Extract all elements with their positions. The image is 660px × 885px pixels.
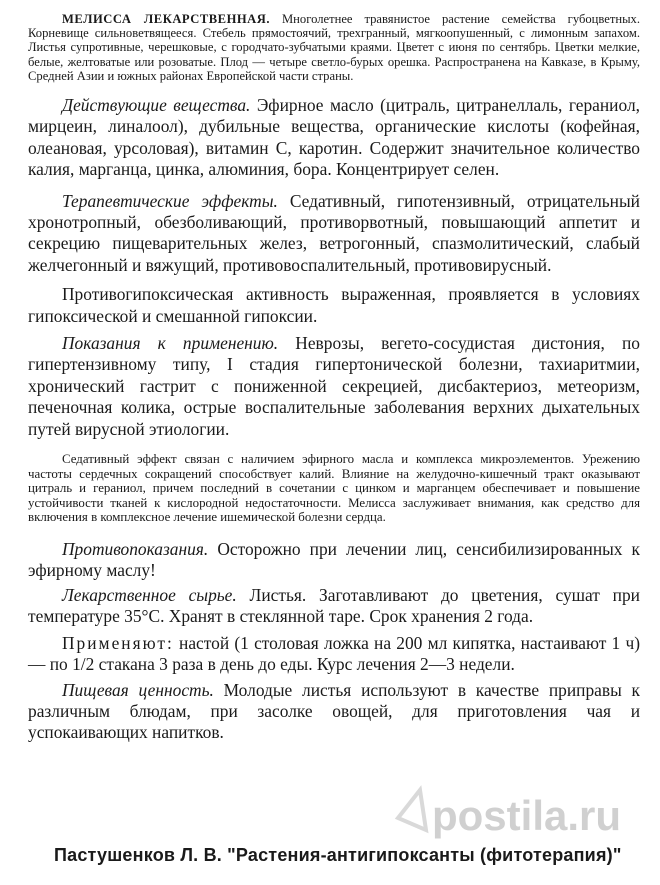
- usage-text: настой (1 столовая ложка на 200 мл кипятка, настаивают 1 ч) — по 1/2 стакана 3 раза в день до еды. Курс лечения 2—3 недели.: [28, 632, 640, 675]
- document-page: [28, 12, 640, 744]
- contraindications-paragraph: [28, 539, 640, 582]
- plant-title: МЕЛИССА ЛЕКАРСТВЕННАЯ.: [62, 12, 271, 26]
- food-value-heading: Пищевая ценность.: [62, 679, 214, 700]
- therapeutic-effects-paragraph: [28, 191, 640, 277]
- active-substances-paragraph: [28, 95, 640, 181]
- source-citation: Пастушенков Л. В. "Растения-антигипоксанты (фитотерапия)": [54, 845, 622, 865]
- active-substances-heading: Действующие вещества.: [62, 95, 251, 116]
- indications-paragraph: [28, 333, 640, 440]
- active-substances-text: Эфирное масло (цитраль, цитранеллаль, гераниол, мирцеин, линалоол), дубильные вещества, органические кислоты (кофейная, олеановая, урсоловая), витамин С, каротин. Содержит значительное количество калия, марганца, цинка, алюминия, бора. Концентрирует селен.: [28, 95, 640, 180]
- intro-text: Многолетнее травянистое растение семейства губоцветных. Корневище сильноветвящееся. Стебель прямостоячий, трехгранный, мягкоопушенный, с лимонным запахом. Листья супротивные, черешковые, с городчато-зубчатыми краями. Цветет с июня по сентябрь. Цветки мелкие, белые, желтоватые или розоватые. Плод — четыре светло-бурых орешка. Распространена на Кавказе, в Крыму, Средней Азии и южных районах Европейской части страны.: [28, 12, 641, 83]
- food-value-paragraph: [28, 680, 640, 744]
- raw-material-text: Листья. Заготавливают до цветения, сушат при температуре 35°С. Хранят в стеклянной таре. Срок хранения 2 года.: [28, 584, 640, 627]
- mechanism-note-text: Седативный эффект связан с наличием эфирного масла и комплекса микроэлементов. Урежению частоты сердечных сокращений способствует калий. Влияние на желудочно-кишечный тракт оказывают цитраль и гераниол, причем последний в сочетании с цинком и марганцем обеспечивает и повышение устойчивости тканей к кислородной недостаточности. Мелисса заслуживает внимания, как средство для включения в комплексное лечение ишемической болезни сердца.: [28, 452, 640, 525]
- watermark-pen-icon: [398, 790, 426, 830]
- indications-heading: Показания к применению.: [62, 333, 279, 354]
- mechanism-note-paragraph: [28, 452, 640, 525]
- raw-material-paragraph: [28, 585, 640, 628]
- watermark-text: postila.ru: [432, 792, 622, 839]
- therapeutic-effects-heading: Терапевтические эффекты.: [62, 190, 278, 211]
- usage-heading: Применяют:: [62, 632, 174, 653]
- watermark-logo: [392, 778, 644, 850]
- antihypoxic-text: Противогипоксическая активность выраженная, проявляется в условиях гипоксической и смешанной гипоксии.: [28, 284, 640, 326]
- contraindications-heading: Противопоказания.: [62, 539, 209, 560]
- contraindications-text: Осторожно при лечении лиц, сенсибилизированных к эфирному маслу!: [28, 539, 641, 581]
- usage-paragraph: [28, 633, 640, 676]
- indications-text: Неврозы, вегето-сосудистая дистония, по гипертензивному типу, I стадия гипертонической болезни, тахиаритмии, хронический гастрит с пониженной секрецией, дисбактериоз, метеоризм, печеночная колика, острые воспалительные заболевания верхних дыхательных путей вирусной этиологии.: [28, 333, 640, 439]
- therapeutic-effects-text: Седативный, гипотензивный, отрицательный хронотропный, обезболивающий, противорвотный, повышающий аппетит и секрецию пищеварительных желез, ветрогонный, спазмолитический, слабый желчегонный и вяжущий, противовоспалительный, противовирусный.: [28, 190, 640, 275]
- food-value-text: Молодые листья используют в качестве приправы к различным блюдам, при засолке овощей, для приготовления чая и успокаивающих напитков.: [28, 679, 640, 743]
- intro-paragraph: [28, 12, 640, 83]
- raw-material-heading: Лекарственное сырье.: [62, 584, 237, 605]
- antihypoxic-paragraph: [28, 284, 640, 327]
